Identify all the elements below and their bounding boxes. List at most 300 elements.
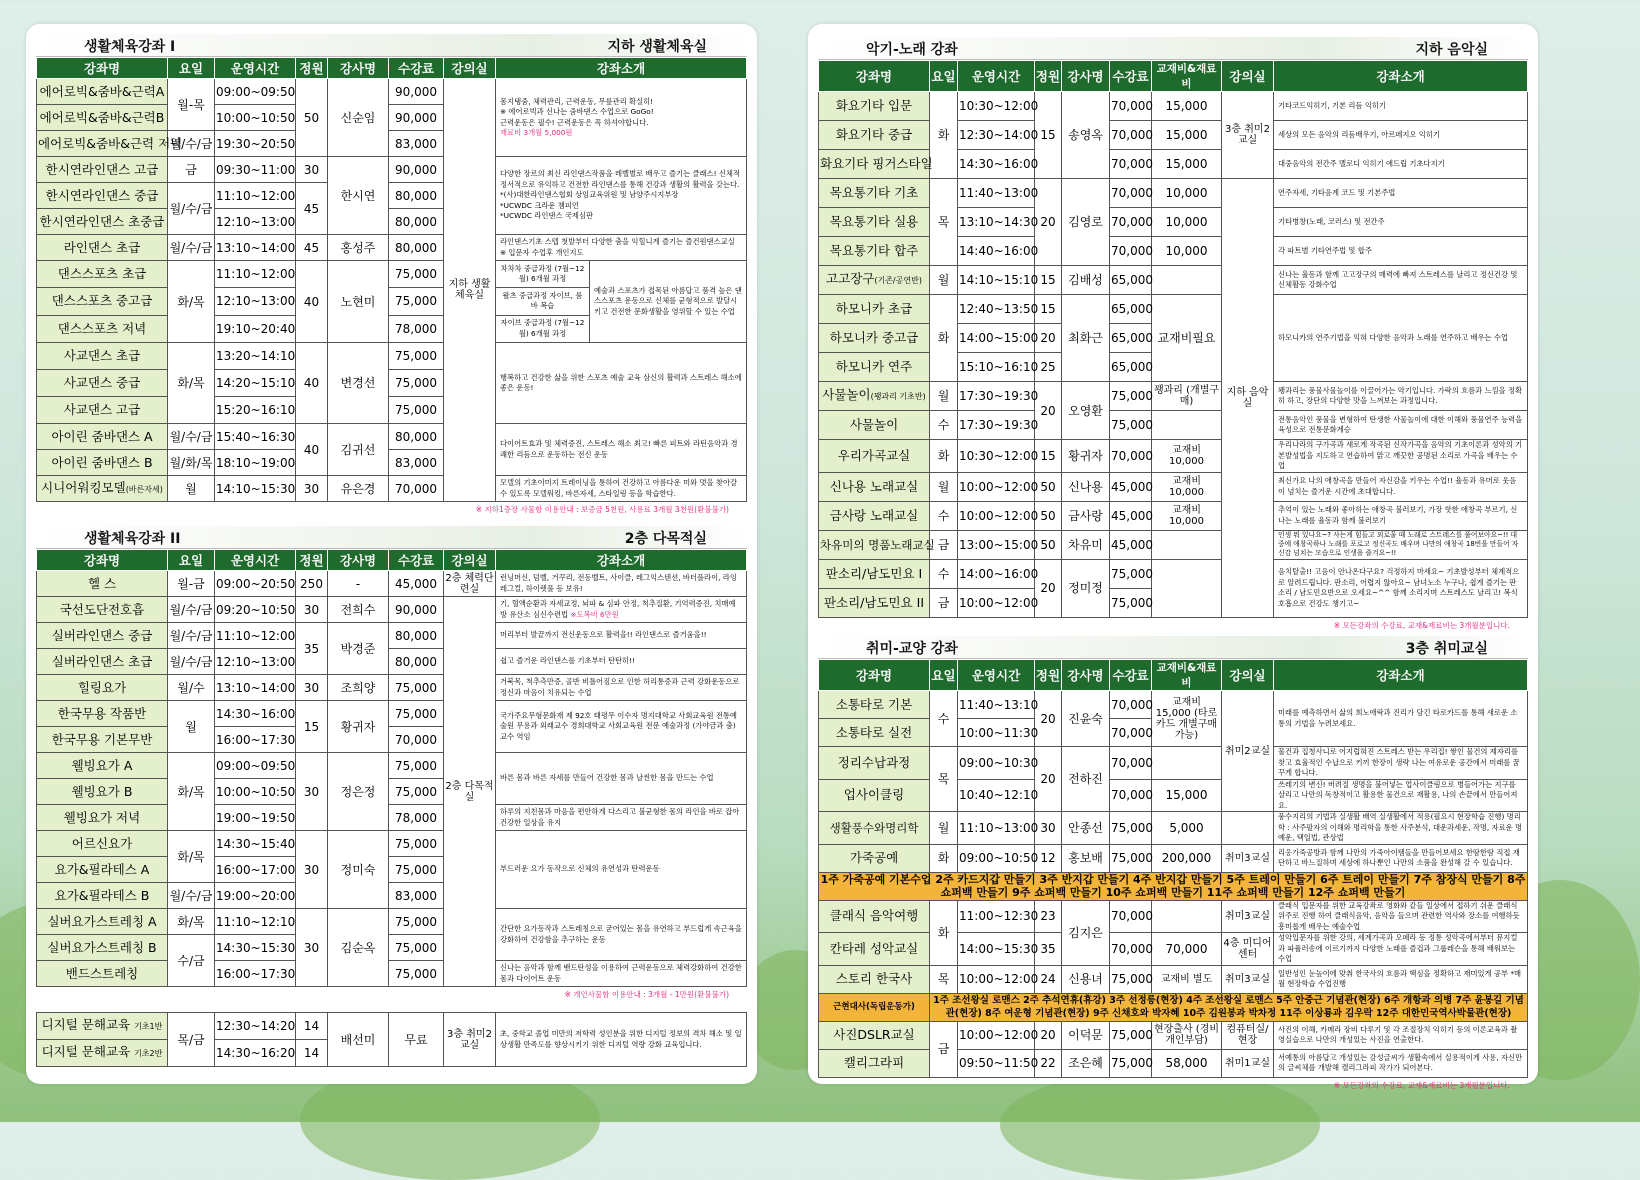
course-room: 취미3교실 xyxy=(1222,900,1274,933)
sports-2-table xyxy=(36,549,747,987)
table-row xyxy=(37,235,747,261)
course-days: 월/수/금 xyxy=(168,183,215,235)
section-room: 3층 취미교실 xyxy=(1405,641,1488,657)
course-days: 수 xyxy=(930,559,958,588)
section-room: 2층 다목적실 xyxy=(624,531,707,547)
course-fee: 75,000 xyxy=(1110,812,1152,845)
course-fee: 70,000 xyxy=(1110,237,1152,266)
course-name: 요가&필라테스 B xyxy=(37,883,168,909)
course-teacher: 황귀자 xyxy=(1062,440,1110,473)
course-teacher: 배선미 xyxy=(328,1013,389,1067)
course-teacher: 김배성 xyxy=(1062,266,1110,295)
course-teacher: 오영환 xyxy=(1062,382,1110,440)
course-fee: 70,000 xyxy=(1110,691,1152,719)
course-description: 모델의 기초이미지 트레이닝을 통하여 건강하고 아름다운 미와 멋을 찾아갈 수 있도록 모델워킹, 바른자세, 스타일링 등을 학습한다. xyxy=(496,476,747,502)
course-time: 13:00~15:00 xyxy=(958,530,1035,559)
course-days: 수 xyxy=(930,501,958,530)
course-time: 09:00~10:30 xyxy=(958,747,1035,780)
course-fee: 90,000 xyxy=(389,597,444,623)
course-time: 12:10~13:00 xyxy=(215,649,296,675)
course-room: 취미3교실 xyxy=(1222,844,1274,872)
course-teacher: 차유미 xyxy=(1062,530,1110,559)
section-header xyxy=(36,34,747,57)
table-row xyxy=(819,501,1528,530)
course-name: 실버라인댄스 중급 xyxy=(37,623,168,649)
course-description: 각 파트별 기타연주법 및 합주 xyxy=(1274,237,1528,266)
course-fee: 70,000 xyxy=(1110,933,1152,966)
course-name: 화요기타 중급 xyxy=(819,121,930,150)
table-row xyxy=(819,779,1528,812)
course-description: 음치탈출!! 고음이 안나온다구요? 걱정하지 마세요~ 기초발성부터 체계적으로 알려드립니다. 판소리, 어렵지 않아요~ 남녀노소 누구나, 쉽게 즐기는 판소리 / 남도민요반으로 오세요~^^ 함께 소리지며 스트레스도 날리고! 복식호흡으로 건강도 챙기고~ xyxy=(1274,559,1528,617)
course-days: 화 xyxy=(930,295,958,382)
course-description: 풍수지리의 기법과 실생활 배역 실생활에서 적용(필요시 현장학습 진행) 명리학 : 사주팔자의 이해와 명리학을 통한 사주분석, 대운과세운, 작명, 자료운 명예운, 택일법, 관상법 xyxy=(1274,812,1528,845)
course-time: 10:30~12:00 xyxy=(958,440,1035,473)
table-row xyxy=(819,691,1528,719)
course-description: 기타병창(노래, 코러스) 및 전간주 xyxy=(1274,208,1528,237)
course-capacity: 40 xyxy=(296,261,328,343)
course-description: 행복하고 건강한 삶을 위한 스포츠 예술 교육 삼신의 활력과 스트레스 해소에 좋은 운동! xyxy=(496,343,747,424)
table-row xyxy=(819,472,1528,501)
course-teacher: 금사랑 xyxy=(1062,501,1110,530)
course-materials xyxy=(1152,266,1222,295)
table-row xyxy=(37,805,747,831)
course-capacity: 20 xyxy=(1035,324,1062,353)
course-time: 12:30~14:20 xyxy=(215,1013,296,1040)
course-time: 14:10~15:10 xyxy=(958,266,1035,295)
course-days: 월 xyxy=(930,472,958,501)
course-materials: 교재비필요 xyxy=(1152,295,1222,382)
section-header xyxy=(818,37,1528,60)
course-description: 성악입문자를 위한 강의, 세계가곡과 오페라 등 정통 성악곡에서부터 뮤지컬과 파퓰러송에 이르기까지 다양한 노래를 즐겁과 그룹레슨을 통해 배워보는 수업 xyxy=(1274,933,1528,966)
history-curriculum-banner: 1주 조선왕실 로맨스 2주 추석연휴(휴강) 3주 선정릉(현장) 4주 조선왕실 로맨스 5주 안중근 기념관(현장) 6주 개항과 의병 7주 윤봉길 기념관(현장) 8주 여운형 기념관(현장) 9주 신채호와 박자혜 10주 김원봉과 박차정 11주 이상룡과 김우락 12주 대한민국역사박물관(현장) xyxy=(930,993,1528,1021)
course-room: 2층 다목적실 xyxy=(444,597,496,987)
desc-line: 예술과 스포츠가 접목된 아름답고 품격 높은 댄스스포츠 운동으로 신체를 균형적으로 발달시키고 건전한 문화생활을 영위할 수 있는 수업 xyxy=(594,285,742,316)
desc-line: 기, 혈액순환과 자세교정, 뇌파 & 심파 안정, 척추질환, 기억력증진, 치매예방 유산소 심신수련법 xyxy=(500,599,736,619)
course-teacher: 김지은 xyxy=(1062,900,1110,965)
course-fee: 70,000 xyxy=(389,476,444,502)
course-time: 10:30~12:00 xyxy=(958,92,1035,121)
course-fee: 45,000 xyxy=(1110,472,1152,501)
footnote: ※ 개인사물함 이용안내 : 3개월 - 1만원(환불불가) xyxy=(564,990,729,999)
course-fee: 75,000 xyxy=(389,961,444,987)
course-time: 09:00~09:50 xyxy=(215,753,296,779)
course-fee: 75,000 xyxy=(389,397,444,424)
course-description: 국가주요무형문화재 제 92호 태평무 이수자 명지대학교 사회교육원 전통예술원 무용과 외래교수 경희대학교 사회교육원 전문 예술과정 (가야금과 춤)교수 역임 xyxy=(496,701,747,753)
course-fee: 70,000 xyxy=(1110,900,1152,933)
course-name xyxy=(37,1040,168,1067)
course-fee: 70,000 xyxy=(1110,747,1152,780)
course-capacity: 15 xyxy=(296,701,328,753)
course-capacity: 30 xyxy=(296,157,328,183)
course-name: 아이린 줌바댄스 B xyxy=(37,450,168,476)
course-name: 클래식 음악여행 xyxy=(819,900,930,933)
course-fee: 75,000 xyxy=(1110,382,1152,411)
col-header: 강좌소개 xyxy=(1274,61,1528,92)
course-name: 스토리 한국사 xyxy=(819,965,930,993)
course-teacher: 홍성주 xyxy=(328,235,389,261)
col-header: 정원 xyxy=(296,550,328,571)
course-description: 리옹가죽공방과 함께 나만의 가죽아이템들을 만들어보세요 한땀한땀 직접 재단하고 바느질하며 세상에 하나뿐인 나만의 소품을 완성해 갈 수 있습니다. xyxy=(1274,844,1528,872)
course-teacher: 진윤숙 xyxy=(1062,691,1110,747)
course-time: 16:00~17:00 xyxy=(215,857,296,883)
col-header: 요일 xyxy=(168,550,215,571)
course-time: 09:00~20:50 xyxy=(215,571,296,597)
course-days: 월 xyxy=(930,812,958,845)
course-time: 10:40~12:10 xyxy=(958,779,1035,812)
course-description: 거북목, 척추측만증, 골반 비틀어짐으로 인한 허리통증과 근력 강화운동으로 정신과 마음이 치유되는 수업 xyxy=(496,675,747,701)
course-name: 사진DSLR교실 xyxy=(819,1021,930,1049)
table-row xyxy=(37,753,747,779)
course-room: 취미3교실 xyxy=(1222,965,1274,993)
course-fee: 70,000 xyxy=(1110,719,1152,747)
course-materials: 10,000 xyxy=(1152,208,1222,237)
desc-line: 왈츠 중급과정 자이브, 룸바 복습 xyxy=(496,288,590,315)
course-name: 한시연라인댄스 고급 xyxy=(37,157,168,183)
course-materials xyxy=(1152,747,1222,780)
course-materials: 현장출사 (경비 개인부담) xyxy=(1152,1021,1222,1049)
table-row xyxy=(37,623,747,649)
course-materials: 58,000 xyxy=(1152,1049,1222,1077)
course-days: 화/목 xyxy=(168,261,215,343)
course-description: 전통음악인 풍물을 변형하여 탄생한 사물놀이에 대한 이해와 풍물연주 능력을 육성으로 전통문화계승 xyxy=(1274,411,1528,440)
course-fee: 75,000 xyxy=(389,909,444,935)
course-capacity: 40 xyxy=(296,343,328,424)
course-fee: 75,000 xyxy=(389,343,444,370)
course-days: 월/수/금 xyxy=(168,883,215,909)
course-fee: 70,000 xyxy=(389,727,444,753)
table-row xyxy=(819,295,1528,324)
course-name: 신나용 노래교실 xyxy=(819,472,930,501)
course-time: 10:00~10:50 xyxy=(215,779,296,805)
course-materials: 교재비 10,000 xyxy=(1152,472,1222,501)
course-time: 13:10~14:30 xyxy=(958,208,1035,237)
course-fee: 70,000 xyxy=(1110,150,1152,179)
course-name: 아이린 줌바댄스 A xyxy=(37,424,168,450)
course-fee: 75,000 xyxy=(389,288,444,315)
course-description: 물건과 집청사니로 어지럽혀진 스트레스 받는 우리집! 쌓인 물건의 제자리를 찾고 효율적인 수납으로 키끼 한장이 생략 나는 여유로운 공간에서 미래를 꿈꾸게 합니다. xyxy=(1274,747,1528,780)
course-name: 우리가곡교실 xyxy=(819,440,930,473)
col-header: 강의실 xyxy=(1222,660,1274,691)
course-days: 수/금 xyxy=(168,935,215,987)
course-days: 월/수/금 xyxy=(168,649,215,675)
course-capacity: 35 xyxy=(1035,933,1062,966)
course-time: 13:10~14:00 xyxy=(215,235,296,261)
course-name: 한국무용 작품반 xyxy=(37,701,168,727)
table-row xyxy=(819,1021,1528,1049)
table-row xyxy=(819,150,1528,179)
course-capacity: 20 xyxy=(1035,382,1062,440)
course-name: 가죽공예 xyxy=(819,844,930,872)
course-days: 월/수/금 xyxy=(168,235,215,261)
course-days: 월-목 xyxy=(168,79,215,131)
course-days: 화/목 xyxy=(168,343,215,424)
course-name: 한시연라인댄스 중급 xyxy=(37,183,168,209)
course-name-suffix: 기초2반 xyxy=(134,1049,163,1058)
course-materials: 70,000 xyxy=(1152,933,1222,966)
course-name: 목요통기타 기초 xyxy=(819,179,930,208)
col-header: 강좌명 xyxy=(819,660,930,691)
table-row xyxy=(37,79,747,105)
course-name: 금사랑 노래교실 xyxy=(819,501,930,530)
table-row xyxy=(37,831,747,857)
table-header-row xyxy=(37,550,747,571)
course-time: 10:00~12:00 xyxy=(958,1021,1035,1049)
col-header: 강사명 xyxy=(328,58,389,79)
col-header: 수강료 xyxy=(389,550,444,571)
course-teacher: 한시연 xyxy=(328,157,389,235)
course-days: 월 xyxy=(168,701,215,753)
course-room: 2층 체력단련실 xyxy=(445,572,494,595)
course-name-suffix: (기존/공연반) xyxy=(874,276,922,285)
course-name: 웰빙요가 저녁 xyxy=(37,805,168,831)
course-time: 10:00~12:00 xyxy=(958,588,1035,617)
course-time: 14:30~16:00 xyxy=(958,150,1035,179)
table-row xyxy=(37,961,747,987)
col-header: 강의실 xyxy=(444,58,496,79)
course-name: 생활풍수와명리학 xyxy=(819,812,930,845)
course-capacity: 30 xyxy=(296,476,328,502)
course-days: 화/목 xyxy=(168,909,215,935)
course-teacher: 안종선 xyxy=(1062,812,1110,845)
desc-line: 재료비 3개월 5,000원 xyxy=(500,128,573,137)
table-header-row xyxy=(37,58,747,79)
course-name: 어르신요가 xyxy=(37,831,168,857)
course-time: 11:40~13:00 xyxy=(958,179,1035,208)
section-title: 악기-노래 강좌 xyxy=(866,42,958,58)
course-time: 12:40~13:50 xyxy=(958,295,1035,324)
course-description: 쓰레기의 변신! 버려질 생명을 불어넣는 업사이클링으로 병들어가는 지구를 살리고 나만의 독창적이고 활용한 물건으로 재활용, 나의 손끝에서 만들어져요. xyxy=(1274,779,1528,812)
course-fee: 75,000 xyxy=(1110,844,1152,872)
course-name: 요가&필라테스 A xyxy=(37,857,168,883)
course-materials: 15,000 xyxy=(1152,150,1222,179)
course-materials: 200,000 xyxy=(1152,844,1222,872)
course-room: 지하 음악실 xyxy=(1222,179,1274,618)
course-fee: 90,000 xyxy=(389,105,444,131)
course-name: 판소리/남도민요 I xyxy=(819,559,930,588)
course-materials xyxy=(1152,559,1222,617)
course-name: 캘리그라피 xyxy=(819,1049,930,1077)
course-fee: 75,000 xyxy=(1110,1021,1152,1049)
course-days: 화 xyxy=(930,900,958,965)
course-room xyxy=(1222,812,1274,845)
course-time: 14:00~15:30 xyxy=(958,933,1035,966)
course-time: 09:00~10:50 xyxy=(958,844,1035,872)
course-time: 19:30~20:50 xyxy=(215,131,296,157)
course-materials: 5,000 xyxy=(1152,812,1222,845)
table-row xyxy=(819,121,1528,150)
course-time: 19:00~19:50 xyxy=(215,805,296,831)
course-description: 우리나라의 구가곡과 새로게 작곡된 신작가곡을 음악의 기초이론과 성악의 기본발성법을 지도하고 연습하여 맑고 깨끗한 공명된 소리로 가곡을 배우는 수업 xyxy=(1274,440,1528,473)
course-description: 최신가요 나의 애창곡을 만들어 자신감을 키우는 수업!! 율동과 유머로 웃음이 넘치는 즐거운 시간에 초대합니다. xyxy=(1274,472,1528,501)
course-time: 13:20~14:10 xyxy=(215,343,296,370)
course-description: 초, 중학교 졸업 미만의 저학력 성인분을 위한 디지털 정보의 격차 해소 및 일상생활 만족도를 향상시키기 위한 디지털 역량 강화 교육입니다. xyxy=(496,1013,747,1067)
course-days: 수 xyxy=(930,691,958,747)
course-fee: 70,000 xyxy=(1110,92,1152,121)
hobby-table xyxy=(818,659,1528,1078)
course-days: 월/수/금 xyxy=(168,597,215,623)
course-name-main: 시니어워킹모델 xyxy=(41,479,126,495)
banner-row xyxy=(819,872,1528,900)
desc-line: *UCWDC 크라운 챔피언 xyxy=(500,200,579,210)
course-description: 부드러운 요가 동작으로 신체의 유연성과 탄력운동 xyxy=(496,831,747,909)
history-banner-label: 근현대사(독립운동가) xyxy=(819,993,930,1021)
course-name: 실버요가스트레칭 B xyxy=(37,935,168,961)
course-days: 목 xyxy=(930,965,958,993)
course-fee: 무료 xyxy=(389,1013,444,1067)
table-header-row xyxy=(819,61,1528,92)
course-time: 10:00~12:00 xyxy=(958,472,1035,501)
course-name-suffix: (바른자세) xyxy=(125,484,163,494)
course-name: 밴드스트레칭 xyxy=(37,961,168,987)
course-time: 11:00~12:30 xyxy=(958,900,1035,933)
course-fee: 75,000 xyxy=(389,675,444,701)
course-teacher: 신순임 xyxy=(328,79,389,157)
course-name: 차유미의 명품노래교실 xyxy=(819,530,930,559)
course-fee: 65,000 xyxy=(1110,295,1152,324)
course-fee: 75,000 xyxy=(389,935,444,961)
section-header xyxy=(36,526,747,549)
course-time: 16:00~17:30 xyxy=(215,961,296,987)
table-row xyxy=(819,530,1528,559)
course-name-suffix: 기초1반 xyxy=(134,1022,163,1031)
course-time: 17:30~19:30 xyxy=(958,382,1035,411)
course-name xyxy=(37,476,168,502)
course-time: 13:10~14:00 xyxy=(215,675,296,701)
course-teacher: 김영로 xyxy=(1062,179,1110,266)
col-header: 정원 xyxy=(296,58,328,79)
col-header: 강좌명 xyxy=(819,61,930,92)
course-teacher: 변경선 xyxy=(328,343,389,424)
course-name: 하모니카 연주 xyxy=(819,353,930,382)
course-fee: 90,000 xyxy=(389,79,444,105)
course-description: 사진의 이해, 카메라 장비 다루기 및 각 조절장치 익히기 등의 이론교육과 촬영실습으로 나만의 개성있는 사진을 연출한다. xyxy=(1274,1021,1528,1049)
course-name: 화요기타 입문 xyxy=(819,92,930,121)
course-time: 14:40~16:00 xyxy=(958,237,1035,266)
course-teacher: 신용녀 xyxy=(1062,965,1110,993)
course-time: 12:30~14:00 xyxy=(958,121,1035,150)
course-time: 11:10~12:00 xyxy=(215,183,296,209)
course-description: 머리부터 발끝까지 전신운동으로 활력을!! 라인댄스로 즐거움을!! xyxy=(496,623,747,649)
course-materials: 교재비 10,000 xyxy=(1152,440,1222,473)
course-time: 11:40~13:10 xyxy=(958,691,1035,719)
course-days: 월/수/금 xyxy=(168,623,215,649)
course-capacity: 20 xyxy=(1035,559,1062,617)
col-header: 강좌명 xyxy=(37,550,168,571)
desc-line: 근력운동은 필수! 근력운동은 꼭 하셔야합니다. xyxy=(500,117,649,127)
course-capacity: 50 xyxy=(296,79,328,157)
course-room: 3층 취미2교실 xyxy=(1222,92,1274,179)
course-description: 클래식 입문자를 위한 교육강좌로 영화와 같들 일상에서 접하기 쉬운 클래식위주로 진행 하여 클래식음악, 음악을 들으며 관련한 역사와 장소를 여행하듯 흥미롭게 배우는 예술수업 xyxy=(1274,900,1528,933)
course-fee: 70,000 xyxy=(1110,779,1152,812)
course-days: 목 xyxy=(930,747,958,812)
course-name: 소통타로 기본 xyxy=(819,691,930,719)
course-capacity: 45 xyxy=(296,235,328,261)
course-name: 헬 스 xyxy=(37,571,168,597)
table-row xyxy=(37,343,747,370)
course-capacity: 22 xyxy=(1035,1049,1062,1077)
course-description: 신나는 음악과 함께 밴드탄성을 이용하여 근력운동으로 체력강화하여 건강한 몸과 다이어트 운동 xyxy=(496,961,747,987)
course-time: 17:30~19:30 xyxy=(958,411,1035,440)
course-description xyxy=(496,157,747,235)
table-row xyxy=(819,382,1528,411)
course-name: 화요기타 핑거스타일 xyxy=(819,150,930,179)
table-row xyxy=(37,597,747,623)
course-teacher: - xyxy=(328,571,389,597)
music-table xyxy=(818,60,1528,618)
course-name: 목요통기타 실용 xyxy=(819,208,930,237)
course-fee: 90,000 xyxy=(389,157,444,183)
course-materials: 교재비 별도 xyxy=(1152,965,1222,993)
table-row xyxy=(819,1049,1528,1077)
section-title: 생활체육강좌 II xyxy=(84,531,181,547)
footnote: ※ 모든강좌의 수강료, 교재&재료비는 3개월분입니다. xyxy=(1333,1080,1510,1090)
course-teacher: 김순옥 xyxy=(328,909,389,987)
course-days: 월/수 xyxy=(168,675,215,701)
course-days: 금 xyxy=(930,1021,958,1077)
table-row xyxy=(37,649,747,675)
course-time: 09:30~11:00 xyxy=(215,157,296,183)
course-room: 지하 생활체육실 xyxy=(444,79,496,502)
course-days: 월 xyxy=(930,382,958,411)
course-name: 칸타레 성악교실 xyxy=(819,933,930,966)
course-description xyxy=(496,597,747,623)
leather-curriculum-banner: 1주 가죽공예 기본수업 2주 카드지갑 만들기 3주 반지갑 만들기 4주 반지갑 만들기 5주 트레이 만들기 6주 트레이 만들기 7주 참장식 만들기 8주 쇼퍼백 만들기 9주 쇼퍼백 만들기 10주 쇼퍼백 만들기 11주 쇼퍼백 만들기 12주 쇼퍼백 만들기 xyxy=(819,872,1528,900)
course-capacity: 30 xyxy=(296,831,328,909)
course-fee: 75,000 xyxy=(389,753,444,779)
course-fee: 75,000 xyxy=(1110,559,1152,588)
course-name: 사교댄스 고급 xyxy=(37,397,168,424)
col-header: 강의실 xyxy=(444,550,496,571)
course-days: 금 xyxy=(930,530,958,559)
col-header: 강좌소개 xyxy=(496,58,747,79)
course-time: 14:00~16:00 xyxy=(958,559,1035,588)
course-capacity: 30 xyxy=(1035,812,1062,845)
digital-table xyxy=(36,1012,747,1067)
course-days: 월-금 xyxy=(168,571,215,597)
course-fee: 65,000 xyxy=(1110,353,1152,382)
table-row xyxy=(819,844,1528,872)
sports-1-table xyxy=(36,57,747,502)
course-description: 꽹과리는 풍물사물놀이를 이끌어가는 악기입니다. 가락의 흐름과 느낌을 정확히 하고, 장단의 다양한 맛을 느껴보는 과정입니다. xyxy=(1274,382,1528,411)
course-fee: 70,000 xyxy=(1110,179,1152,208)
banner-row xyxy=(819,993,1528,1021)
course-time: 15:40~16:30 xyxy=(215,424,296,450)
course-fee: 75,000 xyxy=(389,370,444,397)
col-header: 강의실 xyxy=(1222,61,1274,92)
col-header: 운영시간 xyxy=(958,61,1035,92)
desc-line: 차차차 중급과정 (7월~12월) 6개월 과정 xyxy=(496,261,590,288)
course-capacity: 30 xyxy=(296,597,328,623)
course-name: 한국무용 기본무반 xyxy=(37,727,168,753)
course-teacher: 유은경 xyxy=(328,476,389,502)
table-row xyxy=(37,675,747,701)
course-teacher: 노현미 xyxy=(328,261,389,343)
course-capacity: 15 xyxy=(1035,92,1062,179)
course-days: 화/목 xyxy=(168,831,215,883)
course-capacity: 30 xyxy=(296,753,328,831)
course-description: 일반성인 눈높이에 맞춰 한국사의 흐름과 핵심을 정확하고 재미있게 공부 *매월 현장학습 수업진행 xyxy=(1274,965,1528,993)
course-materials: 15,000 xyxy=(1152,779,1222,812)
col-header: 수강료 xyxy=(1110,660,1152,691)
course-fee: 83,000 xyxy=(389,450,444,476)
table-row xyxy=(37,1013,747,1040)
col-header: 강좌소개 xyxy=(496,550,747,571)
course-name xyxy=(819,382,930,411)
section-sports-1 xyxy=(36,34,747,516)
course-capacity: 30 xyxy=(296,675,328,701)
table-row xyxy=(819,965,1528,993)
course-capacity: 50 xyxy=(1035,501,1062,530)
